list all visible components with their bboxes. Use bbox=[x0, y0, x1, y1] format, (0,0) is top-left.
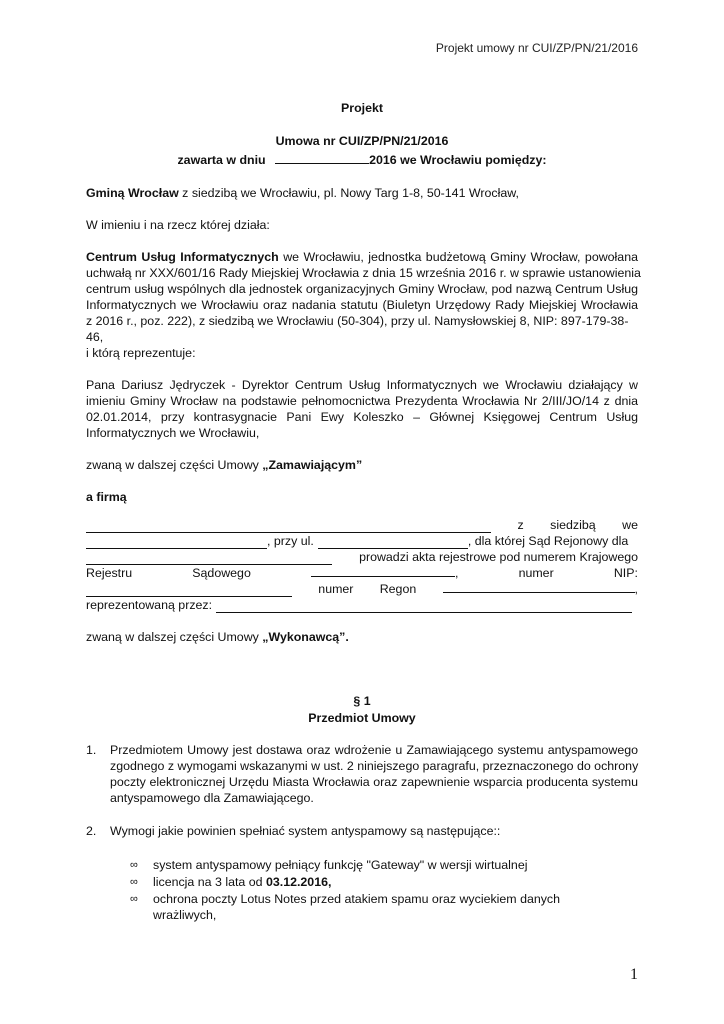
infinity-bullet-icon: ∞ bbox=[130, 876, 138, 888]
list-number: 1. bbox=[86, 743, 97, 757]
bullet-item: ∞ licencja na 3 lata od 03.12.2016, bbox=[130, 875, 332, 889]
list-number: 2. bbox=[86, 824, 97, 838]
cui-line: Informatycznych we Wrocławiu oraz nadania statutu (Biuletyn Urzędowy Rady Miejskiej Wrocławia bbox=[86, 298, 638, 312]
party2-heading: a firmą bbox=[86, 490, 127, 504]
list-item-2: 2. Wymogi jakie powinien spełniać system antyspamowy są następujące:: bbox=[86, 824, 501, 838]
concluded-prefix: zawarta w dniu bbox=[177, 153, 266, 167]
party1-called-line: zwaną w dalszej części Umowy „Zamawiającym” bbox=[86, 458, 363, 472]
party1-line bbox=[86, 185, 638, 201]
cui-line: Centrum Usług Informatycznych we Wrocławiu, jednostka budżetową Gminy Wrocław, powołana bbox=[86, 250, 638, 264]
bullet-item: ∞ system antyspamowy pełniący funkcję "Gateway" w wersji wirtualnej bbox=[130, 858, 528, 872]
party1-address: z siedzibą we Wrocławiu, pl. Nowy Targ 1-8, 50-141 Wrocław, bbox=[178, 186, 519, 200]
representative-paragraph bbox=[86, 377, 638, 441]
rep-line: imieniu Gminy Wrocław na podstawie pełnomocnictwa Prezydenta Wrocławia Nr 2/III/JO/14 z dnia bbox=[86, 394, 638, 408]
party2-row: numer Regon , bbox=[86, 581, 638, 597]
rep-line: Informatycznych we Wrocławiu, bbox=[86, 426, 260, 440]
page-number: 1 bbox=[630, 966, 638, 983]
cui-line: z 2016 r., poz. 222), z siedzibą we Wrocławiu (50-304), przy ul. Namysłowskiej 8, NIP: 897-179-38-46, bbox=[86, 314, 629, 344]
court-blank bbox=[86, 553, 332, 565]
bullet-item: ∞ ochrona poczty Lotus Notes przed atakiem spamu oraz wyciekiem danych wrażliwych, bbox=[130, 892, 561, 922]
party2-fill-in-block bbox=[86, 517, 638, 613]
representative-blank bbox=[216, 601, 632, 613]
contract-date-line bbox=[86, 152, 638, 167]
regon-blank bbox=[443, 581, 635, 593]
contract-title: Umowa nr CUI/ZP/PN/21/2016 bbox=[275, 134, 449, 148]
party2-role: „Wykonawcą”. bbox=[262, 630, 349, 644]
party2-row: , przy ul. , dla której Sąd Rejonowy dla bbox=[86, 533, 638, 549]
party2-row: reprezentowaną przez: bbox=[86, 597, 638, 613]
party1-role: „Zamawiającym” bbox=[262, 458, 363, 472]
represented-by-text: i którą reprezentuje: bbox=[86, 346, 196, 360]
section-heading: Przedmiot Umowy bbox=[308, 711, 416, 725]
cui-line: centrum usług wspólnych dla jednostek organizacyjnych Gminy Wrocław, pod nazwą Centrum Usług bbox=[86, 282, 638, 296]
company-name-blank bbox=[86, 521, 491, 533]
concluded-suffix: 2016 we Wrocławiu pomiędzy: bbox=[369, 153, 547, 167]
party2-called-line: zwaną w dalszej części Umowy „Wykonawcą”. bbox=[86, 630, 349, 644]
cui-line: uchwałą nr XXX/601/16 Rady Miejskiej Wrocławia z dnia 15 września 2016 r. w sprawie ustanowienia bbox=[86, 266, 641, 280]
street-blank bbox=[318, 537, 468, 549]
cui-name: Centrum Usług Informatycznych bbox=[86, 250, 279, 264]
rep-line: Pana Dariusz Jędryczek - Dyrektor Centrum Usług Informatycznych we Wrocławiu działający w bbox=[86, 378, 638, 392]
section-sign: § 1 bbox=[353, 694, 371, 708]
document-header: Projekt umowy nr CUI/ZP/PN/21/2016 bbox=[435, 41, 638, 55]
project-label: Projekt bbox=[340, 101, 383, 115]
party2-row: Rejestru Sądowego , numer NIP: bbox=[86, 566, 638, 580]
nip-blank bbox=[86, 585, 292, 597]
party2-row: z siedzibą we bbox=[86, 517, 638, 533]
party1-name: Gminą Wrocław bbox=[86, 186, 179, 200]
infinity-bullet-icon: ∞ bbox=[130, 893, 138, 905]
on-behalf-text: W imieniu i na rzecz której działa: bbox=[86, 218, 270, 232]
krs-blank bbox=[311, 565, 455, 577]
rep-line: 02.01.2014, przy kontrasygnacie Pani Ewy Koleszko – Głównej Księgowej Centrum Usług bbox=[86, 410, 638, 424]
city-blank bbox=[86, 537, 267, 549]
party2-row: prowadzi akta rejestrowe pod numerem Krajowego bbox=[86, 549, 638, 565]
list-item-1: 1. Przedmiotem Umowy jest dostawa oraz wdrożenie u Zamawiającego systemu antyspamowego zgodnego z wymogami wskazanymi w ust. 2 niniejszego paragrafu, przeznaczonego do ochrony poczty elektronicznej Urzędu Miasta Wrocławia oraz zapewnienie wsparcia producenta systemu antyspamowego dla Zamawiającego. bbox=[86, 743, 639, 805]
date-blank bbox=[275, 152, 369, 164]
cui-paragraph bbox=[86, 249, 641, 345]
infinity-bullet-icon: ∞ bbox=[130, 859, 138, 871]
